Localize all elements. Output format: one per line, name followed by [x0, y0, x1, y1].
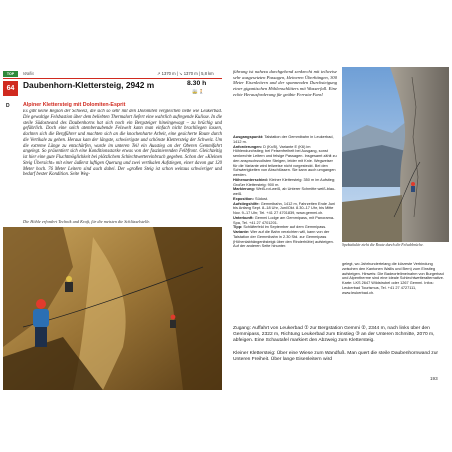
intro-title: Alpiner Klettersteig mit Dolomiten-Esprit: [23, 102, 126, 108]
tour-number: 64: [3, 81, 18, 96]
info-lodging: Unterkunft: Gemmi Lodge am Gemmipass, mit Panorama-Spa, Tel. +41 27 4701201.: [233, 215, 335, 225]
duration: 8.30 h: [187, 80, 207, 87]
info-variant: Variante: Wer auf die Bahn verzichten will, kann von der Talstation der Gemmibahn in 2.30 Std. zur Gemmipass (Höhenlabhängenitsteigk über den Rinderhütte) aufsteigen. Auf der anderen Seite hinunter.: [233, 230, 334, 249]
page-number: 193: [430, 376, 438, 381]
info-requirements: Anforderungen: D (Kx/5), Variante E (K6) im Höhlendurchstieg; bei Felsenfreiheit bei Ausgang, sonst senkrechte Leitern und felsige Passagen. Insgesamt zählt zu den anspruchsvollsten Steigen, leider mit Knie. Wegweiser für die Variante wird teilweise nicht vorgesteckt. Bei den Schwierigkeiten von Abschlüssen. Sie kann auch umgangen werden.: [233, 144, 337, 177]
photo-caption-right: Spektakulär zieht die Route durch die Felsabbrüche.: [342, 243, 424, 247]
cliff-route-photo: [342, 67, 449, 242]
zugang-paragraph: Zugang: Auffahrt von Leukerbad ① zur Bergstation Gemmi ②, 2344 m, nach links über den Gemmipass, 2322 m, Richtung Leukerbad zum Einstieg ③ an der Unteren Schmitte, 2070 m, abfeigen. Eine Schautafel markiert den Abzweig zum Klettersteig.: [233, 326, 435, 343]
right-info-text: gelegt, wo Jahrhundertelang die kürzeste Verbindung zwischen den Kantonen Wallis und Bern) zum Einstieg aufsteigen. Hinweis: Die Badeortelimeinahm von Burgerbad und Alpentherme sind eine ideale Schlechtwetteralternative. Karte: LKS 2647 Wildstrubel oder 1267 Gemmi. Infos: Leukerbad Tourismus, Tel. +41 27 4727111, www.leukerbad.ch.: [342, 262, 444, 295]
tour-stats: ↗ 1370 m | ↘ 1370 m | 5,8 km: [157, 71, 214, 76]
transport-icons: 🚋 🚶: [192, 89, 205, 94]
info-tip: Tipp: Schläferfeld im September auf dem Gemmipass.: [233, 225, 327, 230]
top-badge: TOP: [3, 71, 18, 77]
info-exposure: Exposition: Südost.: [233, 196, 269, 201]
info-lift: Aufstiegshilfe: Gemmibahn, 1412 m, Fahrzeiten Ende Juni bis Anfang Sept. 8–18 Uhr, Juni/Okt. 8.30–17 Uhr, bis Mitte Nov. 9–17 Uhr, Tel. +41 27 4701839, www.gemmi.ch.: [233, 201, 336, 215]
tour-title: Daubenhorn-Klettersteig, 2942 m: [23, 80, 155, 90]
climber-figure-3: [170, 315, 176, 328]
tour-info-list: [233, 135, 337, 300]
photo-caption-left: Die Höhle erfordert Technik und Kraft, für die meisten die Schlüsselstelle.: [23, 219, 151, 224]
info-marking: Markierung: Weiß-rot-weiß, ab Unterer Schmitte weiß-blau-weiß.: [233, 187, 336, 196]
difficulty-letter: D: [6, 103, 10, 109]
region-label: Wallis: [23, 71, 35, 76]
info-elevation: Höhenunterschied: Kleiner Klettersteig: 350 m im Aufstieg; Großer Klettersteig: 900 m.: [233, 177, 336, 187]
cave-climbing-photo: [3, 227, 222, 390]
climber-figure-right: [411, 182, 415, 192]
info-start: Ausgangspunkt: Talstation der Gemmibahn in Leukerbad, 1412 m.: [233, 135, 334, 144]
kleiner-paragraph: Kleiner Klettersteig: Über eine Wiese zum Wandfuß. Man quert die steile Daubenhornwand zur Unteren Freiheit. Über lange Eisenleitern wird: [233, 351, 439, 362]
middle-italic-text: führung ist nahezu durchgehend senkrecht mit teilweise sehr ausgesetzten Passagen, kleineren Überhängen, 300 Meter Eisenleitern und der spannenden Durchsteigung einer gigantischen Höhlenschlitters mit Wasserfall. Eine echte Herausforderung für geübte Ferrata-Fans!: [233, 69, 337, 97]
header-rule: [3, 78, 222, 79]
intro-text: Es gibt keine Region der Schweiz, die sich so sehr mit den Dolomiten vergleichen ließe wie Leukerbad. Die gewaltige Felsbastion über dem beliebten Thermalort liefert eine wahrlich aufregende Kulisse. In die steile Südostwand des Daubenhorns hat sich noch ein Bergsteiger hineingewagt – zu brüchig und gefährlich. Doch eine solch atemberaubende Felswelt kann man einfach nicht brachliegen lassen, dachten sich die Bergführer und machten sich an die knochenharte Arbeit, eine gesicherte Route durch die Vertikale zu gehen. Heraus kam der längste, schwierigste und schönste Klettersteig der Schweiz. Um die extreme Länge zu entschärfen, wurde im unteren Teil ein Ausstieg an der Oberen Gemmifahrt angelegt. So präsentiert sich eine Konditionsstarke etwas von der faszinierenden Felbfront. Gleichzeitig ist hier eine gute Fluchtmöglichkeit bei plötzlichem Schlechtwettereinbruch gegeben. Schon der »Kleinen Steig Übersicht« mit einer äußerst luftigen Querung und zwei vertikalen Aufstiegen, einer davon gut 120 Meter hoch. 76 Meter Leitern sind auch dabei. Der »großen Steig ist schon weitaus schwieriger und bedarf bester Kondition. Seite Weg-: [23, 109, 222, 178]
climber-figure-2: [65, 276, 73, 292]
